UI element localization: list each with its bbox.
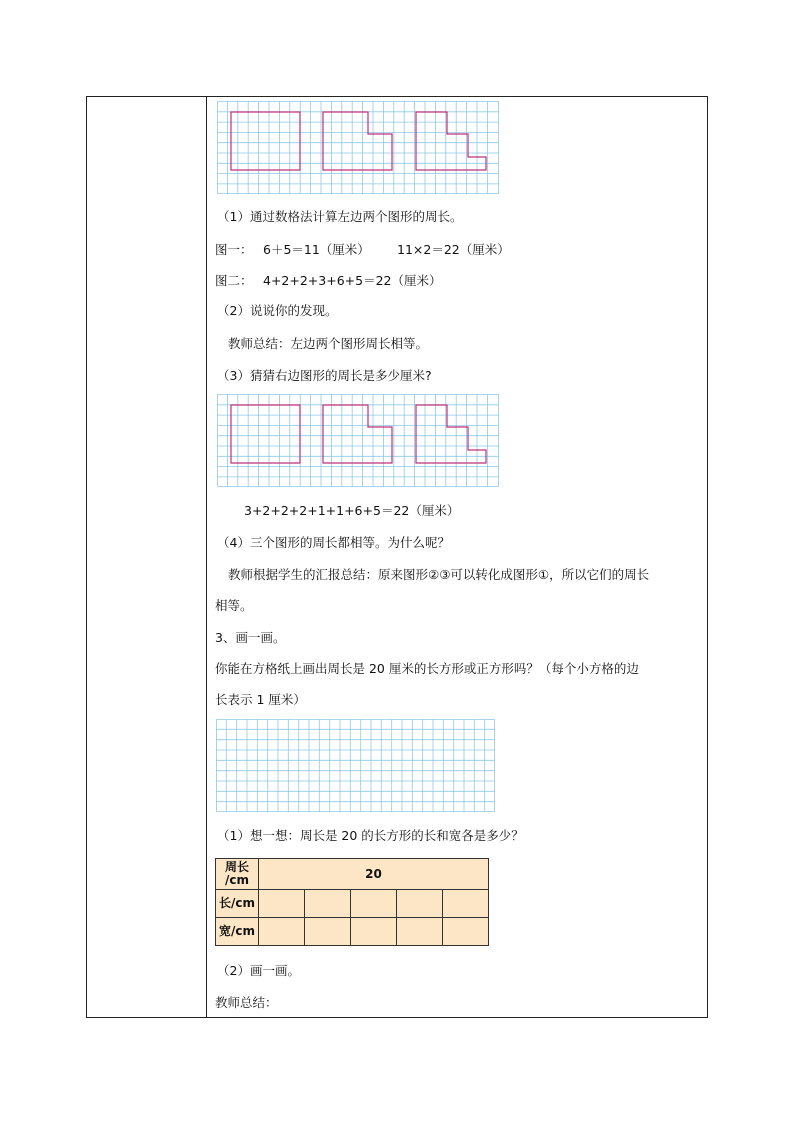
perimeter-value: 20 — [259, 859, 489, 890]
shape-grid-1 — [217, 101, 499, 194]
length-cell[interactable] — [443, 890, 489, 918]
draw-instruction: （2）画一画。 — [217, 963, 300, 978]
perimeter-label-line-1: 周长 — [224, 860, 249, 874]
shape-3 — [416, 112, 486, 170]
perimeter-table — [215, 858, 489, 946]
shape-grid-2 — [217, 394, 499, 487]
question-line-1: 你能在方格纸上画出周长是 20 厘米的长方形或正方形吗？（每个小方格的边 — [215, 661, 639, 676]
shape-2 — [323, 405, 392, 463]
figure-1-calc-a: 6＋5＝11（厘米） — [263, 242, 370, 257]
width-cell[interactable] — [305, 918, 351, 946]
width-label: 宽/cm — [216, 918, 259, 946]
width-cell[interactable] — [259, 918, 305, 946]
length-cell[interactable] — [305, 890, 351, 918]
section-3-title: 3、画一画。 — [215, 630, 286, 645]
drawing-grid — [216, 719, 495, 812]
figure-3-calc: 3+2+2+2+1+1+6+5＝22（厘米） — [244, 503, 460, 518]
teacher-summary-1: 教师总结：左边两个图形周长相等。 — [228, 336, 429, 351]
item-4-text: （4）三个图形的周长都相等。为什么呢？ — [217, 535, 450, 550]
explanation-line-2: 相等。 — [215, 598, 253, 613]
item-1-text: （1）通过数格法计算左边两个图形的周长。 — [217, 209, 463, 224]
length-label: 长/cm — [216, 890, 259, 918]
length-cell[interactable] — [351, 890, 397, 918]
length-cell[interactable] — [397, 890, 443, 918]
column-divider — [206, 96, 207, 1018]
teacher-summary-2: 教师总结： — [215, 995, 278, 1010]
figure-1-calc-b: 11×2＝22（厘米） — [397, 242, 510, 257]
shape-3 — [416, 405, 486, 463]
think-question: （1）想一想：周长是 20 的长方形的长和宽各是多少？ — [217, 828, 524, 843]
width-cell[interactable] — [443, 918, 489, 946]
figure-1-label: 图一： — [215, 242, 253, 257]
width-cell[interactable] — [351, 918, 397, 946]
length-cell[interactable] — [259, 890, 305, 918]
question-line-2: 长表示 1 厘米） — [215, 692, 306, 707]
explanation-line-1: 教师根据学生的汇报总结：原来图形②③可以转化成图形①，所以它们的周长 — [228, 567, 650, 582]
figure-2-calc: 4+2+2+3+6+5＝22（厘米） — [263, 273, 442, 288]
perimeter-header-cell — [216, 859, 259, 890]
perimeter-label-line-2: /cm — [225, 873, 249, 887]
item-3-text: （3）猜猜右边图形的周长是多少厘米? — [217, 368, 432, 383]
figure-2-label: 图二： — [215, 273, 253, 288]
width-cell[interactable] — [397, 918, 443, 946]
shape-2 — [323, 112, 392, 170]
item-2-text: （2）说说你的发现。 — [217, 303, 338, 318]
